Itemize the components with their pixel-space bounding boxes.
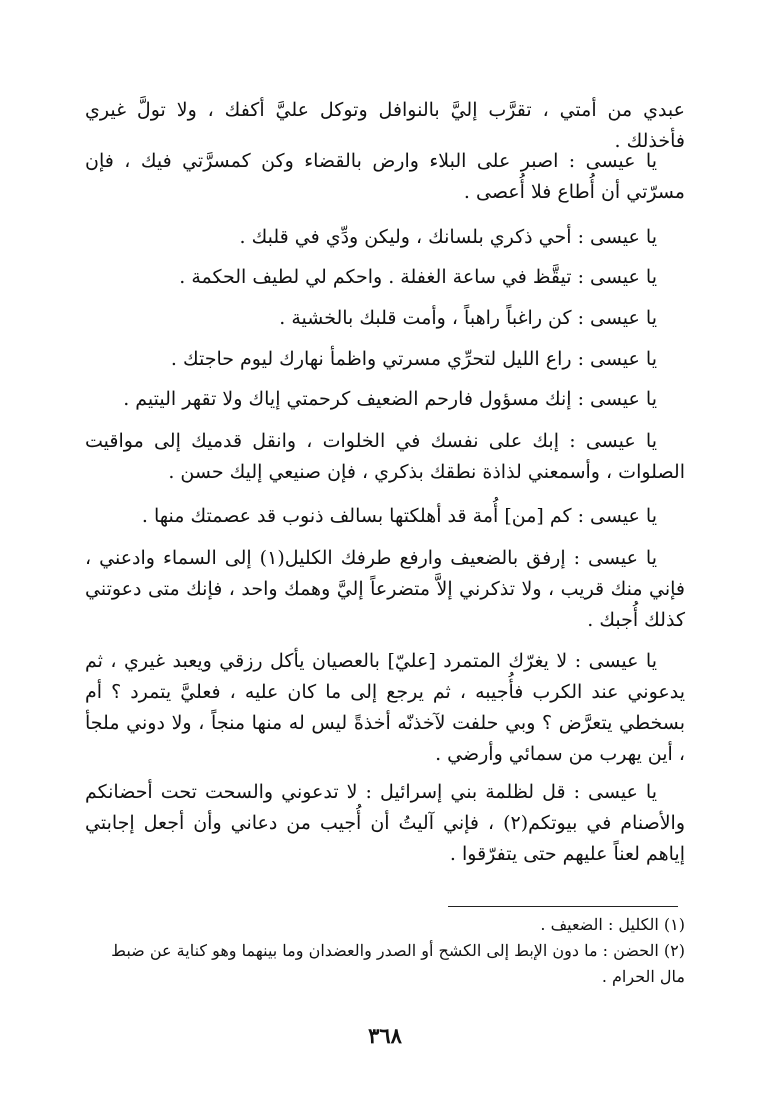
paragraph-6 <box>85 344 685 375</box>
paragraph-10 <box>85 543 685 636</box>
body-paragraph: يا عيسى : تيقَّظ في ساعة الغفلة . واحكم لي لطيف الحكمة . <box>179 266 657 288</box>
body-paragraph: يا عيسى : إنك مسؤول فارحم الضعيف كرحمتي إياك ولا تقهر اليتيم . <box>123 388 657 410</box>
page-number: ٣٦٨ <box>368 1023 402 1048</box>
body-paragraph: يا عيسى : لا يغرّك المتمرد [عليّ] بالعصيان يأكل رزقي ويعبد غيري ، ثم يدعوني عند الكرب فأُجيبه ، ثم يرجع إلى ما كان عليه ، فعليَّ يتمرد ؟ أم بسخطي يتعرَّض ؟ وبي حلفت لآخذنّه أخذةً ليس له منها منجاً ، ولا دوني ملجأ ، أين يهرب من سمائي وأرضي . <box>85 650 685 765</box>
body-paragraph: يا عيسى : كم [من] أُمة قد أهلكتها بسالف ذنوب قد عصمتك منها . <box>141 505 657 527</box>
body-paragraph: يا عيسى : إرفق بالضعيف وارفع طرفك الكليل(١) إلى السماء وادعني ، فإني منك قريب ، ولا تذكرني إلاَّ متضرعاً إليَّ وهمك واحد ، فإنك متى دعوتني كذلك أُجبك . <box>85 547 685 631</box>
paragraph-12 <box>85 777 685 870</box>
paragraph-4 <box>85 262 685 293</box>
body-paragraph: يا عيسى : راع الليل لتحرِّي مسرتي واظمأ نهارك ليوم حاجتك . <box>170 348 657 370</box>
body-paragraph: يا عيسى : كن راغباً راهباً ، وأمت قلبك بالخشية . <box>279 307 657 329</box>
body-paragraph: يا عيسى : اصبر على البلاء وارض بالقضاء وكن كمسرَّتي فيك ، فإن مسرّتي أن أُطاع فلا أُعصى . <box>85 150 685 203</box>
body-paragraph: يا عيسى : قل لظلمة بني إسرائيل : لا تدعوني والسحت تحت أحضانكم والأصنام في بيوتكم(٢) ، فإني آليتُ أن أُجيب من دعاني وأن أجعل إجابتي إياهم لعناً عليهم حتى يتفرّقوا . <box>85 781 685 865</box>
paragraph-2 <box>85 146 685 208</box>
paragraph-8 <box>85 426 685 488</box>
body-paragraph: يا عيسى : أحي ذكري بلسانك ، وليكن ودِّي في قلبك . <box>239 226 657 248</box>
footnotes <box>85 912 685 990</box>
footnote-1: (١) الكليل : الضعيف . <box>540 915 685 934</box>
footnote-2: (٢) الحضن : ما دون الإبط إلى الكشح أو الصدر والعضدان وما بينهما وهو كناية عن ضبط مال الحرام . <box>111 941 685 986</box>
paragraph-5 <box>85 303 685 334</box>
body-paragraph: يا عيسى : إبك على نفسك في الخلوات ، وانقل قدميك إلى مواقيت الصلوات ، وأسمعني لذاذة نطقك بذكري ، فإن صنيعي إليك حسن . <box>85 430 685 483</box>
paragraph-3 <box>85 222 685 253</box>
paragraph-9 <box>85 501 685 532</box>
paragraph-7 <box>85 384 685 415</box>
footnote-divider <box>448 906 678 907</box>
body-paragraph: عبدي من أمتي ، تقرَّب إليَّ بالنوافل وتوكل عليَّ أكفك ، ولا تولَّ غيري فأخذلك . <box>85 99 685 152</box>
paragraph-11 <box>85 646 685 770</box>
scan-mark: ` <box>606 0 611 9</box>
